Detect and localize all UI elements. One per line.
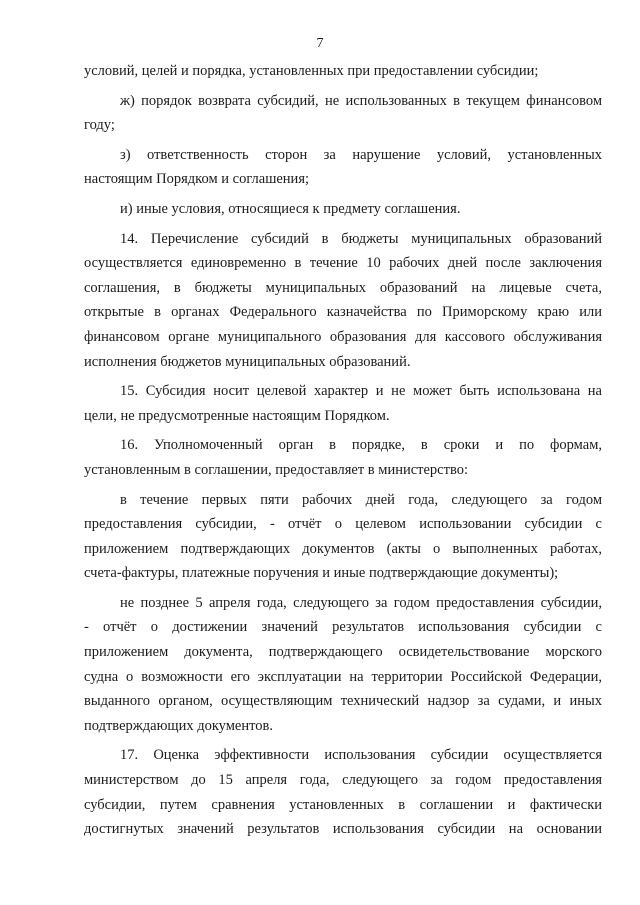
- text-line: 17. Оценка эффективности использования субсидии осуществляется: [120, 747, 602, 764]
- text-line: приложением подтверждающих документов (акты о выполненных работах,: [84, 540, 602, 557]
- text-line: судна о возможности его эксплуатации на территории Российской Федерации,: [84, 668, 602, 685]
- text-line: подтверждающих документов.: [84, 717, 273, 734]
- text-line: выданного органом, осуществляющим технический надзор за судами, и иных: [84, 693, 602, 710]
- text-line: счета-фактуры, платежные поручения и иные подтверждающие документы);: [84, 565, 559, 582]
- text-line: 15. Субсидия носит целевой характер и не может быть использована на: [120, 383, 602, 400]
- text-line: 14. Перечисление субсидий в бюджеты муниципальных образований: [120, 230, 602, 247]
- text-line: - отчёт о достижении значений результатов использования субсидии с: [84, 619, 602, 636]
- text-line: соглашения, в бюджеты муниципальных образований на лицевые счета,: [84, 279, 602, 296]
- text-line: и) иные условия, относящиеся к предмету соглашения.: [120, 200, 461, 217]
- text-line: настоящим Порядком и соглашения;: [84, 171, 310, 188]
- text-line: достигнутых значений результатов использования субсидии на основании: [84, 821, 602, 838]
- text-line: предоставления субсидии, - отчёт о целевом использовании субсидии с: [84, 516, 602, 533]
- text-line: в течение первых пяти рабочих дней года, следующего за годом: [120, 491, 602, 508]
- page-number: 7: [316, 36, 324, 51]
- text-line: году;: [84, 117, 115, 134]
- text-line: ж) порядок возврата субсидий, не использованных в текущем финансовом: [120, 92, 602, 109]
- text-line: условий, целей и порядка, установленных при предоставлении субсидии;: [84, 63, 539, 79]
- text-line: з) ответственность сторон за нарушение условий, установленных: [120, 146, 602, 163]
- text-line: не позднее 5 апреля года, следующего за годом предоставления субсидии,: [120, 594, 602, 611]
- text-line: 16. Уполномоченный орган в порядке, в сроки и по формам,: [120, 437, 602, 454]
- text-line: субсидии, путем сравнения установленных в соглашении и фактически: [84, 796, 602, 813]
- document-body: [84, 59, 602, 842]
- text-line: осуществляется единовременно в течение 10 рабочих дней после заключения: [84, 255, 602, 272]
- text-line: приложением документа, подтверждающего освидетельствование морского: [84, 644, 602, 661]
- text-line: исполнения бюджетов муниципальных образований.: [84, 353, 411, 370]
- text-line: финансовом органе муниципального образования для кассового обслуживания: [84, 328, 602, 345]
- text-line: министерством до 15 апреля года, следующего за годом предоставления: [84, 772, 602, 789]
- text-line: открытые в органах Федерального казначейства по Приморскому краю или: [84, 304, 602, 321]
- text-line: установленным в соглашении, предоставляет в министерство:: [84, 461, 468, 478]
- text-line: цели, не предусмотренные настоящим Порядком.: [84, 407, 390, 424]
